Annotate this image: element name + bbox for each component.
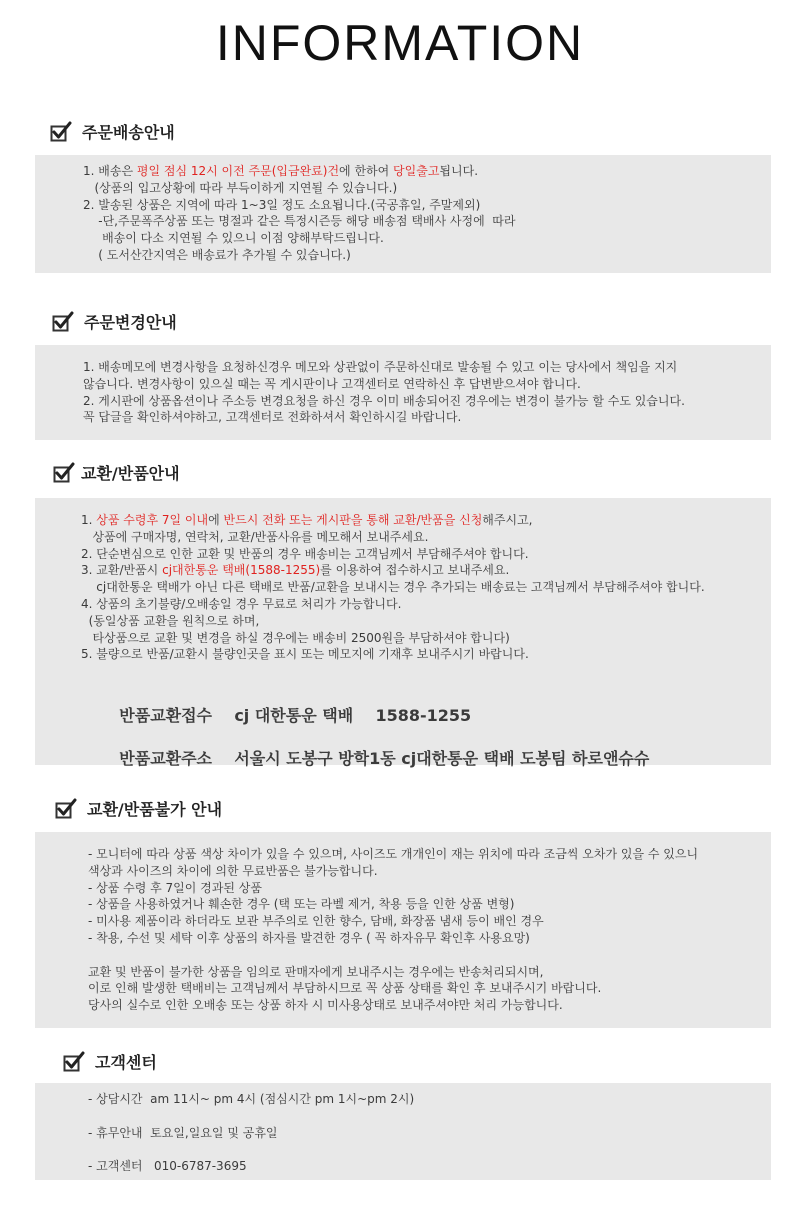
text-segment: 1. xyxy=(81,513,97,527)
text-line xyxy=(88,997,698,1014)
text-segment: cj대한통운 택배가 아닌 다른 택배로 반품/교환을 보내시는 경우 추가되는 배송료는 고객님께서 부담해주셔야 합니다. xyxy=(81,580,705,595)
section-header-exchange xyxy=(53,461,180,484)
highlight-text: 당일출고 xyxy=(393,164,440,178)
section-heading: 고객센터 xyxy=(95,1053,157,1072)
text-segment: 2. 발송된 상품은 지역에 따라 1~3일 정도 소요됩니다.(국공휴일, 주말제외) xyxy=(83,197,481,212)
text-segment: (상품의 입고상황에 따라 부득이하게 지연될 수 있습니다.) xyxy=(83,180,398,195)
text-segment: 상품에 구매자명, 연락처, 교환/반품사유를 메모해서 보내주세요. xyxy=(81,529,429,544)
text-line xyxy=(88,880,698,897)
return-receipt-value: cj 대한통운 택배 1588-1255 xyxy=(234,706,472,725)
text-segment: 됩니다. xyxy=(439,164,479,178)
text-segment: - 휴무안내 토요일,일요일 및 공휴일 xyxy=(88,1125,278,1140)
section-text xyxy=(81,512,705,663)
section-heading: 주문변경안내 xyxy=(84,313,177,332)
text-segment: - 상담시간 am 11시~ pm 4시 (점심시간 pm 1시~pm 2시) xyxy=(88,1092,415,1106)
text-segment: 색상과 사이즈의 차이에 의한 무료반품은 불가능합니다. xyxy=(88,863,378,878)
text-segment: 1. 배송은 xyxy=(83,164,137,178)
page-title: INFORMATION xyxy=(215,15,585,71)
text-segment: 1. 배송메모에 변경사항을 요청하신경우 메모와 상관없이 주문하신대로 발송될 수 있고 이는 당사에서 책임을 지지 xyxy=(83,360,678,374)
text-line xyxy=(81,646,705,663)
text-line xyxy=(83,163,516,180)
text-line xyxy=(88,846,698,863)
section-header-no-exchange xyxy=(55,797,222,820)
checkbox-check-icon xyxy=(52,311,74,333)
text-line xyxy=(83,409,685,426)
section-text xyxy=(83,359,685,426)
text-segment: ( 도서산간지역은 배송료가 추가될 수 있습니다.) xyxy=(83,247,351,262)
text-segment: - 착용, 수선 및 세탁 이후 상품의 하자를 발견한 경우 ( 꼭 하자유무 확인후 사용요망) xyxy=(88,930,530,945)
checkbox-check-icon xyxy=(55,798,77,820)
text-line xyxy=(88,863,698,880)
text-line xyxy=(83,247,516,264)
text-line xyxy=(81,529,705,546)
text-line xyxy=(83,213,516,230)
text-line xyxy=(81,596,705,613)
text-line xyxy=(88,947,698,964)
highlight-text: 상품 수령후 7일 이내 xyxy=(96,513,209,527)
text-segment: 에 xyxy=(208,513,224,527)
text-line xyxy=(88,1125,414,1159)
text-segment: 꼭 답글을 확인하셔야하고, 고객센터로 전화하셔서 확인하시길 바랍니다. xyxy=(83,410,462,425)
text-line xyxy=(88,930,698,947)
text-line xyxy=(81,630,705,647)
text-line xyxy=(88,896,698,913)
text-line xyxy=(81,579,705,596)
text-segment: - 상품 수령 후 7일이 경과된 상품 xyxy=(88,880,262,895)
text-line xyxy=(81,546,705,563)
checkbox-check-icon xyxy=(53,462,75,484)
highlight-text: cj대한통운 택배(1588-1255) xyxy=(162,563,321,578)
text-segment: 3. 교환/반품시 xyxy=(81,563,163,578)
section-heading: 교환/반품불가 안내 xyxy=(87,800,223,819)
section-header-shipping xyxy=(50,120,175,143)
text-segment: -단,주문폭주상품 또는 명절과 같은 특정시즌등 해당 배송점 택배사 사정에 따라 xyxy=(83,214,516,229)
section-heading: 주문배송안내 xyxy=(82,123,175,142)
text-segment: 당사의 실수로 인한 오배송 또는 상품 하자 시 미사용상태로 보내주셔야만 처리 가능합니다. xyxy=(88,998,563,1013)
no-exchange-box xyxy=(35,832,771,1028)
text-segment: 2. 게시판에 상품옵션이나 주소등 변경요청을 하신 경우 이미 배송되어진 경우에는 변경이 불가능 할 수도 있습니다. xyxy=(83,393,685,408)
text-line xyxy=(81,562,705,579)
section-heading: 교환/반품안내 xyxy=(81,464,180,483)
text-line xyxy=(88,1158,414,1192)
text-line xyxy=(81,512,705,529)
order-change-box xyxy=(35,345,771,440)
customer-center-box xyxy=(35,1083,771,1180)
highlight-text: 반드시 전화 또는 게시판을 통해 교환/반품을 신청 xyxy=(223,513,483,527)
text-segment: 배송이 다소 지연될 수 있으니 이점 양해부탁드립니다. xyxy=(83,231,384,246)
text-line xyxy=(83,393,685,410)
text-line xyxy=(83,180,516,197)
return-address-row xyxy=(97,727,649,788)
shipping-info-box xyxy=(35,155,771,273)
text-segment: 이로 인해 발생한 택배비는 고객님께서 부담하시므로 꼭 상품 상태를 확인 후 보내주시기 바랍니다. xyxy=(88,981,602,996)
checkbox-check-icon xyxy=(63,1051,85,1073)
text-line xyxy=(88,980,698,997)
return-receipt-label: 반품교환접수 xyxy=(119,706,213,725)
text-line xyxy=(88,913,698,930)
text-line xyxy=(83,197,516,214)
text-segment: 않습니다. 변경사항이 있으실 때는 꼭 게시판이나 고객센터로 연락하신 후 답변받으셔야 합니다. xyxy=(83,376,581,391)
section-text xyxy=(88,1091,414,1192)
text-segment: (동일상품 교환을 원칙으로 하며, xyxy=(81,613,260,628)
text-segment: 교환 및 반품이 불가한 상품을 임의로 판매자에게 보내주시는 경우에는 반송처리되시며, xyxy=(88,964,544,979)
checkbox-check-icon xyxy=(50,121,72,143)
text-segment: 4. 상품의 초기불량/오배송일 경우 무료로 처리가 가능합니다. xyxy=(81,596,402,611)
text-segment: - 상품을 사용하였거나 훼손한 경우 (택 또는 라벨 제거, 착용 등을 인한 상품 변형) xyxy=(88,897,515,912)
text-segment: 를 이용하여 접수하시고 보내주세요. xyxy=(320,563,510,578)
exchange-info-box xyxy=(35,498,771,768)
text-line xyxy=(88,964,698,981)
return-address-label: 반품교환주소 xyxy=(119,749,213,768)
text-line xyxy=(88,1091,414,1125)
text-segment: 타상품으로 교환 및 변경을 하실 경우에는 배송비 2500원을 부담하셔야 합니다) xyxy=(81,630,510,645)
return-address-value: 서울시 도봉구 방학1동 cj대한통운 택배 도봉팀 하로앤슈슈 xyxy=(234,749,650,768)
section-header-customer-center xyxy=(63,1050,157,1073)
text-segment xyxy=(88,948,92,962)
text-segment: - 고객센터 010-6787-3695 xyxy=(88,1159,247,1174)
text-segment: - 모니터에 따라 상품 색상 차이가 있을 수 있으며, 사이즈도 개개인이 재는 위치에 따라 조금씩 오차가 있을 수 있으니 xyxy=(88,847,699,861)
section-text xyxy=(88,846,698,1014)
text-segment: 2. 단순변심으로 인한 교환 및 반품의 경우 배송비는 고객님께서 부담해주셔야 합니다. xyxy=(81,546,529,561)
text-line xyxy=(83,359,685,376)
highlight-text: 평일 점심 12시 이전 주문(입금완료)건 xyxy=(136,164,340,178)
section-header-order-change xyxy=(52,310,177,333)
text-segment: 해주시고, xyxy=(482,513,533,527)
section-text xyxy=(83,163,516,264)
text-segment: 5. 불량으로 반품/교환시 불량인곳을 표시 또는 메모지에 기재후 보내주시기 바랍니다. xyxy=(81,647,529,662)
text-line xyxy=(81,613,705,630)
text-line xyxy=(83,376,685,393)
text-line xyxy=(83,230,516,247)
text-segment: - 미사용 제품이라 하더라도 보관 부주의로 인한 향수, 담배, 화장품 냄새 등이 배인 경우 xyxy=(88,914,544,929)
text-segment: 에 한하여 xyxy=(339,164,394,178)
